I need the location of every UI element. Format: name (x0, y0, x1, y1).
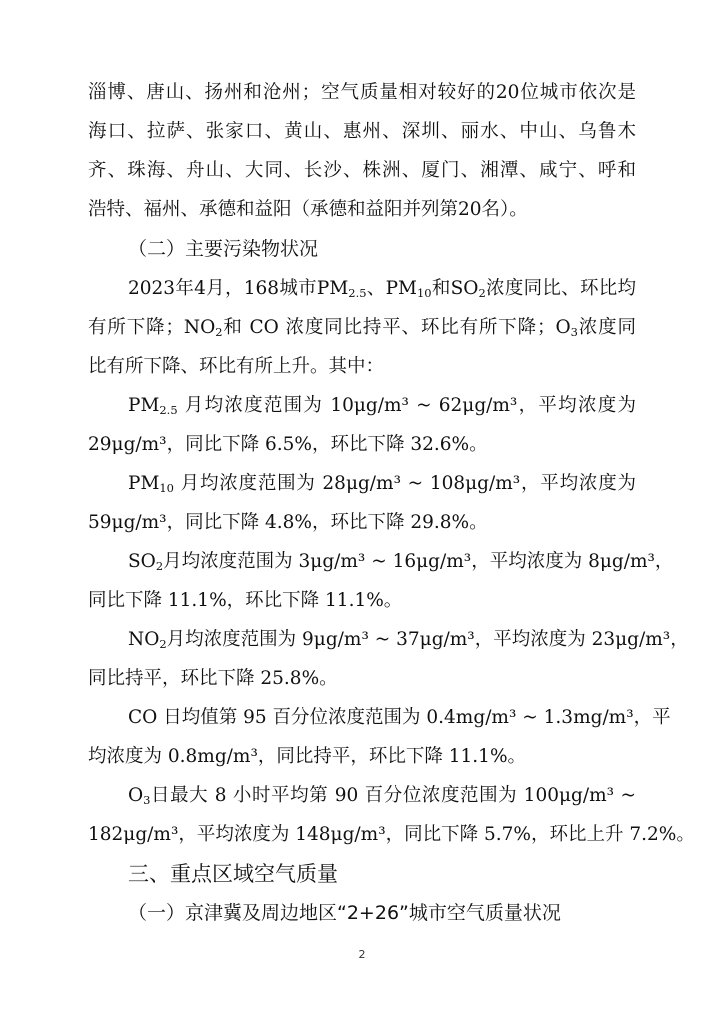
paragraph-line: 海口、拉萨、张家口、黄山、惠州、深圳、丽水、中山、乌鲁木 (88, 121, 636, 142)
so2-line-2: 同比下降 11.1%，环比下降 11.1%。 (88, 590, 403, 611)
summary-line-1: 2023年4月，168城市$PM_{2.5}$、$PM_{10}$和$SO_2$浓度同比、环比均 (128, 278, 637, 300)
pm25-line-1: $PM_{2.5}$ 月均浓度范围为 10μg/m³ ~ 62μg/m³，平均浓度为 (128, 395, 636, 417)
subsection-heading-jjj: （一）京津冀及周边地区“2+26”城市空气质量状况 (128, 902, 561, 924)
co-line-2: 均浓度为 0.8mg/m³，同比持平，环比下降 11.1%。 (88, 746, 527, 767)
pm25-line-2: 29μg/m³，同比下降 6.5%，环比下降 32.6%。 (88, 434, 488, 455)
summary-line-2: 有所下降；$NO_2$和 CO 浓度同比持平、环比有所下降；$O_3$浓度同 (88, 317, 636, 339)
page-number: 2 (358, 948, 366, 961)
o3-line-1: $O_3$日最大 8 小时平均第 90 百分位浓度范围为 100μg/m³ ~ (128, 785, 636, 807)
co-line-1: CO 日均值第 95 百分位浓度范围为 0.4mg/m³ ~ 1.3mg/m³，平 (128, 707, 671, 728)
no2-line-2: 同比持平，环比下降 25.8%。 (88, 668, 338, 689)
o3-line-2: 182μg/m³，平均浓度为 148μg/m³，同比下降 5.7%，环比上升 7.2%。 (88, 824, 695, 845)
paragraph-line: 淄博、唐山、扬州和沧州；空气质量相对较好的20位城市依次是 (88, 82, 636, 103)
pm10-line-1: $PM_{10}$ 月均浓度范围为 28μg/m³ ~ 108μg/m³，平均浓度为 (128, 473, 636, 495)
section-heading-pollutants: （二）主要污染物状况 (128, 238, 319, 260)
no2-line-1: $NO_2$月均浓度范围为 9μg/m³ ~ 37μg/m³，平均浓度为 23μg/m³， (128, 629, 689, 651)
section-heading-key-regions: 三、重点区域空气质量 (128, 862, 338, 886)
pm10-line-2: 59μg/m³，同比下降 4.8%，环比下降 29.8%。 (88, 512, 488, 533)
paragraph-line: 齐、珠海、舟山、大同、长沙、株洲、厦门、湘潭、咸宁、呼和 (88, 160, 636, 181)
summary-line-3: 比有所下降、环比有所上升。其中： (88, 356, 385, 377)
so2-line-1: $SO_2$月均浓度范围为 3μg/m³ ~ 16μg/m³，平均浓度为 8μg/m³， (128, 551, 674, 573)
paragraph-line: 浩特、福州、承德和益阳（承德和益阳并列第20名）。 (88, 199, 528, 220)
